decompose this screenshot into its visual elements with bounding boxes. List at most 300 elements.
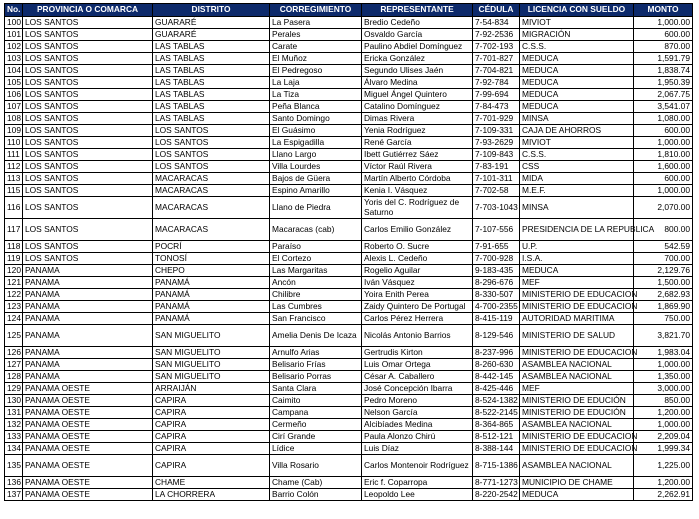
cell-corregimiento: Bajos de Güera [270,173,362,185]
table-row [5,185,693,197]
cell-cedula: 8-512-121 [473,431,520,443]
cell-cedula: 7-91-655 [473,241,520,253]
table-header-row [5,4,693,17]
cell-no: 101 [5,29,23,41]
cell-licencia: MEF [520,383,634,395]
cell-provincia: PANAMA OESTE [23,443,153,455]
cell-monto: 1,810.00 [634,149,693,161]
cell-corregimiento: La Tiza [270,89,362,101]
table-row [5,125,693,137]
table-row [5,359,693,371]
table-row [5,325,693,347]
cell-distrito: SAN MIGUELITO [153,359,270,371]
table-row [5,277,693,289]
cell-representante: Carlos Pérez Herrera [362,313,473,325]
cell-no: 134 [5,443,23,455]
cell-no: 125 [5,325,23,347]
cell-cedula: 8-260-630 [473,359,520,371]
cell-licencia: MINISTERIO DE EDUCACION [520,443,634,455]
header-provincia: PROVINCIA O COMARCA [23,4,153,17]
cell-corregimiento: San Francisco [270,313,362,325]
cell-licencia: MEF [520,277,634,289]
cell-distrito: POCRÍ [153,241,270,253]
header-no: No. [5,4,23,17]
cell-corregimiento: El Cortezo [270,253,362,265]
licencias-table-container [4,3,692,501]
table-row [5,65,693,77]
cell-provincia: PANAMA [23,359,153,371]
cell-monto: 1,200.00 [634,477,693,489]
cell-provincia: LOS SANTOS [23,17,153,29]
cell-distrito: PANAMÁ [153,313,270,325]
cell-corregimiento: La Espigadilla [270,137,362,149]
cell-licencia: ASAMBLEA NACIONAL [520,419,634,431]
cell-corregimiento: Chame (Cab) [270,477,362,489]
table-row [5,455,693,477]
cell-no: 115 [5,185,23,197]
cell-representante: René García [362,137,473,149]
cell-representante: Yenia Rodríguez [362,125,473,137]
cell-monto: 2,209.04 [634,431,693,443]
cell-cedula: 7-101-311 [473,173,520,185]
cell-representante: Osvaldo García [362,29,473,41]
cell-provincia: PANAMA [23,289,153,301]
cell-corregimiento: El Muñoz [270,53,362,65]
cell-licencia: ASAMBLEA NACIONAL [520,371,634,383]
cell-representante: Yoira Enith Perea [362,289,473,301]
cell-monto: 1,983.04 [634,347,693,359]
cell-monto: 600.00 [634,173,693,185]
cell-corregimiento: Perales [270,29,362,41]
cell-cedula: 8-364-865 [473,419,520,431]
cell-licencia: MEDUCA [520,53,634,65]
table-row [5,477,693,489]
cell-monto: 870.00 [634,41,693,53]
cell-monto: 700.00 [634,253,693,265]
table-row [5,101,693,113]
cell-corregimiento: Las Cumbres [270,301,362,313]
cell-provincia: PANAMA OESTE [23,407,153,419]
cell-representante: Kenia I. Vásquez [362,185,473,197]
cell-provincia: LOS SANTOS [23,113,153,125]
cell-no: 104 [5,65,23,77]
cell-distrito: CAPIRA [153,419,270,431]
cell-no: 121 [5,277,23,289]
cell-corregimiento: La Laja [270,77,362,89]
cell-cedula: 8-415-119 [473,313,520,325]
table-row [5,89,693,101]
table-row [5,149,693,161]
cell-distrito: LA CHORRERA [153,489,270,501]
cell-distrito: PANAMÁ [153,289,270,301]
cell-provincia: LOS SANTOS [23,241,153,253]
cell-corregimiento: Las Margaritas [270,265,362,277]
cell-provincia: LOS SANTOS [23,77,153,89]
cell-licencia: MEDUCA [520,65,634,77]
cell-distrito: LOS SANTOS [153,161,270,173]
cell-monto: 600.00 [634,125,693,137]
table-row [5,407,693,419]
cell-representante: Paulino Abdiel Domínguez [362,41,473,53]
table-row [5,173,693,185]
cell-distrito: CAPIRA [153,443,270,455]
cell-licencia: C.S.S. [520,41,634,53]
cell-monto: 1,999.34 [634,443,693,455]
cell-corregimiento: Santo Domingo [270,113,362,125]
cell-cedula: 4-700-2355 [473,301,520,313]
cell-cedula: 7-107-556 [473,219,520,241]
cell-monto: 850.00 [634,395,693,407]
table-row [5,313,693,325]
cell-no: 118 [5,241,23,253]
cell-licencia: MINISTERIO DE EDUCACION [520,431,634,443]
cell-representante: Miguel Ángel Quintero [362,89,473,101]
cell-provincia: PANAMA OESTE [23,431,153,443]
cell-distrito: GUARARÉ [153,17,270,29]
cell-cedula: 9-183-435 [473,265,520,277]
cell-corregimiento: Peña Blanca [270,101,362,113]
cell-no: 131 [5,407,23,419]
cell-monto: 1,000.00 [634,185,693,197]
cell-cedula: 7-701-827 [473,53,520,65]
cell-provincia: LOS SANTOS [23,125,153,137]
cell-provincia: LOS SANTOS [23,197,153,219]
table-body [5,17,693,501]
cell-licencia: ASAMBLEA NACIONAL [520,455,634,477]
cell-distrito: LAS TABLAS [153,89,270,101]
cell-corregimiento: Villa Rosario [270,455,362,477]
table-row [5,253,693,265]
table-row [5,17,693,29]
cell-representante: Nelson García [362,407,473,419]
table-row [5,395,693,407]
cell-no: 130 [5,395,23,407]
cell-no: 128 [5,371,23,383]
cell-monto: 2,682.93 [634,289,693,301]
table-row [5,431,693,443]
table-row [5,419,693,431]
cell-monto: 1,000.00 [634,359,693,371]
cell-monto: 1,869.90 [634,301,693,313]
header-cedula: CÉDULA [473,4,520,17]
cell-monto: 2,067.75 [634,89,693,101]
cell-provincia: LOS SANTOS [23,149,153,161]
cell-corregimiento: Belisario Frías [270,359,362,371]
header-licencia: LICENCIA CON SUELDO [520,4,634,17]
cell-corregimiento: Lídice [270,443,362,455]
cell-provincia: PANAMA OESTE [23,419,153,431]
cell-licencia: C.S.S. [520,149,634,161]
cell-no: 135 [5,455,23,477]
cell-cedula: 7-93-2629 [473,137,520,149]
cell-representante: Gertrudis Kirton [362,347,473,359]
cell-provincia: PANAMA [23,313,153,325]
cell-distrito: LOS SANTOS [153,125,270,137]
cell-distrito: GUARARÉ [153,29,270,41]
cell-corregimiento: Carate [270,41,362,53]
cell-cedula: 8-425-446 [473,383,520,395]
cell-monto: 2,070.00 [634,197,693,219]
cell-licencia: MIDA [520,173,634,185]
cell-no: 129 [5,383,23,395]
cell-distrito: PANAMÁ [153,277,270,289]
cell-licencia: MINSA [520,197,634,219]
cell-cedula: 8-129-546 [473,325,520,347]
cell-provincia: PANAMA OESTE [23,455,153,477]
cell-cedula: 8-715-1386 [473,455,520,477]
cell-representante: Alcibíades Medina [362,419,473,431]
cell-cedula: 7-704-821 [473,65,520,77]
cell-distrito: CAPIRA [153,395,270,407]
cell-licencia: MEDUCA [520,89,634,101]
table-row [5,289,693,301]
cell-licencia: MINISTERIO DE EDUCACION [520,347,634,359]
cell-cedula: 7-99-694 [473,89,520,101]
table-row [5,301,693,313]
cell-no: 124 [5,313,23,325]
table-row [5,371,693,383]
cell-cedula: 7-700-928 [473,253,520,265]
cell-licencia: MINISTERIO DE EDUCIÓN [520,395,634,407]
cell-representante: Álvaro Medina [362,77,473,89]
cell-monto: 3,000.00 [634,383,693,395]
cell-licencia: MINSA [520,113,634,125]
table-row [5,347,693,359]
cell-distrito: ARRAIJÁN [153,383,270,395]
cell-distrito: LAS TABLAS [153,113,270,125]
cell-monto: 1,000.00 [634,17,693,29]
header-monto: MONTO [634,4,693,17]
cell-provincia: PANAMA OESTE [23,489,153,501]
cell-no: 137 [5,489,23,501]
cell-provincia: LOS SANTOS [23,185,153,197]
cell-no: 126 [5,347,23,359]
cell-monto: 3,541.07 [634,101,693,113]
cell-monto: 1,600.00 [634,161,693,173]
cell-distrito: LAS TABLAS [153,41,270,53]
cell-distrito: MACARACAS [153,173,270,185]
cell-cedula: 7-109-843 [473,149,520,161]
cell-no: 132 [5,419,23,431]
cell-provincia: PANAMA [23,277,153,289]
cell-distrito: LAS TABLAS [153,53,270,65]
cell-no: 106 [5,89,23,101]
cell-distrito: SAN MIGUELITO [153,325,270,347]
cell-no: 133 [5,431,23,443]
cell-representante: Rogelio Aguilar [362,265,473,277]
cell-cedula: 7-84-473 [473,101,520,113]
cell-distrito: LAS TABLAS [153,77,270,89]
table-row [5,383,693,395]
table-row [5,219,693,241]
cell-representante: Zaidy Quintero De Portugal [362,301,473,313]
cell-distrito: MACARACAS [153,185,270,197]
cell-licencia: AUTORIDAD MARITIMA [520,313,634,325]
cell-cedula: 8-524-1382 [473,395,520,407]
cell-representante: Leopoldo Lee [362,489,473,501]
cell-corregimiento: Barrio Colón [270,489,362,501]
table-row [5,489,693,501]
cell-representante: Iván Vásquez [362,277,473,289]
cell-corregimiento: Chilibre [270,289,362,301]
cell-distrito: MACARACAS [153,219,270,241]
cell-cedula: 8-220-2542 [473,489,520,501]
cell-representante: Víctor Raúl Rivera [362,161,473,173]
cell-representante: Luis Díaz [362,443,473,455]
cell-representante: Ibett Gutiérrez Sáez [362,149,473,161]
cell-licencia: CAJA DE AHORROS [520,125,634,137]
cell-provincia: LOS SANTOS [23,173,153,185]
cell-representante: Roberto O. Sucre [362,241,473,253]
cell-corregimiento: Ancón [270,277,362,289]
cell-distrito: SAN MIGUELITO [153,347,270,359]
cell-cedula: 7-54-834 [473,17,520,29]
cell-distrito: CHEPO [153,265,270,277]
cell-cedula: 8-522-2145 [473,407,520,419]
table-row [5,29,693,41]
cell-monto: 542.59 [634,241,693,253]
cell-licencia: MEDUCA [520,489,634,501]
cell-representante: Catalino Domínguez [362,101,473,113]
cell-monto: 1,500.00 [634,277,693,289]
cell-monto: 1,591.79 [634,53,693,65]
cell-licencia: MINISTERIO DE EDUCIÓN [520,407,634,419]
cell-corregimiento: El Guásimo [270,125,362,137]
cell-monto: 1,080.00 [634,113,693,125]
cell-corregimiento: Caimito [270,395,362,407]
table-row [5,77,693,89]
cell-provincia: LOS SANTOS [23,41,153,53]
cell-no: 113 [5,173,23,185]
cell-licencia: PRESIDENCIA DE LA REPUBLICA [520,219,634,241]
cell-licencia: MIGRACIÓN [520,29,634,41]
cell-provincia: LOS SANTOS [23,101,153,113]
cell-monto: 1,200.00 [634,407,693,419]
cell-distrito: CAPIRA [153,455,270,477]
table-row [5,197,693,219]
cell-cedula: 8-296-676 [473,277,520,289]
cell-distrito: PANAMÁ [153,301,270,313]
cell-cedula: 7-92-784 [473,77,520,89]
cell-corregimiento: Campana [270,407,362,419]
table-row [5,53,693,65]
cell-licencia: MINISTERIO DE EDUCACION [520,289,634,301]
cell-corregimiento: El Pedregoso [270,65,362,77]
cell-representante: Bredio Cedeño [362,17,473,29]
cell-representante: Nicolás Antonio Barrios [362,325,473,347]
cell-cedula: 7-702-58 [473,185,520,197]
cell-cedula: 8-388-144 [473,443,520,455]
cell-no: 123 [5,301,23,313]
cell-cedula: 8-330-507 [473,289,520,301]
cell-cedula: 7-703-1043 [473,197,520,219]
cell-cedula: 7-83-191 [473,161,520,173]
cell-provincia: PANAMA [23,301,153,313]
cell-distrito: LOS SANTOS [153,149,270,161]
cell-no: 136 [5,477,23,489]
cell-licencia: MINISTERIO DE SALUD [520,325,634,347]
table-row [5,161,693,173]
cell-provincia: LOS SANTOS [23,161,153,173]
cell-distrito: LAS TABLAS [153,101,270,113]
cell-monto: 1,000.00 [634,419,693,431]
cell-distrito: MACARACAS [153,197,270,219]
cell-representante: José Concepción Ibarra [362,383,473,395]
cell-no: 127 [5,359,23,371]
cell-corregimiento: Amelia Denis De Icaza [270,325,362,347]
cell-corregimiento: Santa Clara [270,383,362,395]
cell-provincia: PANAMA OESTE [23,477,153,489]
cell-monto: 1,225.00 [634,455,693,477]
cell-licencia: U.P. [520,241,634,253]
cell-corregimiento: Espino Amarillo [270,185,362,197]
header-distrito: DISTRITO [153,4,270,17]
cell-provincia: LOS SANTOS [23,89,153,101]
cell-licencia: MUNICIPIO DE CHAME [520,477,634,489]
cell-provincia: PANAMA OESTE [23,383,153,395]
cell-representante: César A. Caballero [362,371,473,383]
cell-no: 109 [5,125,23,137]
cell-representante: Segundo Ulises Jaén [362,65,473,77]
cell-monto: 1,350.00 [634,371,693,383]
cell-provincia: PANAMA [23,347,153,359]
cell-monto: 1,000.00 [634,137,693,149]
cell-corregimiento: Paraíso [270,241,362,253]
cell-cedula: 7-109-331 [473,125,520,137]
cell-licencia: I.S.A. [520,253,634,265]
cell-representante: Yoris del C. Rodríguez de Saturno [362,197,473,219]
cell-licencia: M.E.F. [520,185,634,197]
cell-licencia: CSS [520,161,634,173]
cell-no: 119 [5,253,23,265]
cell-distrito: CAPIRA [153,431,270,443]
cell-provincia: LOS SANTOS [23,137,153,149]
table-row [5,113,693,125]
cell-no: 120 [5,265,23,277]
cell-representante: Luis Omar Ortega [362,359,473,371]
cell-no: 108 [5,113,23,125]
cell-no: 102 [5,41,23,53]
cell-corregimiento: Villa Lourdes [270,161,362,173]
cell-monto: 3,821.70 [634,325,693,347]
cell-provincia: LOS SANTOS [23,53,153,65]
table-row [5,265,693,277]
cell-no: 107 [5,101,23,113]
cell-corregimiento: La Pasera [270,17,362,29]
cell-distrito: CAPIRA [153,407,270,419]
cell-corregimiento: Llano Largo [270,149,362,161]
cell-distrito: SAN MIGUELITO [153,371,270,383]
cell-licencia: MEDUCA [520,265,634,277]
cell-cedula: 8-237-996 [473,347,520,359]
cell-corregimiento: Cirí Grande [270,431,362,443]
cell-corregimiento: Llano de Piedra [270,197,362,219]
cell-no: 111 [5,149,23,161]
cell-corregimiento: Cermeño [270,419,362,431]
cell-distrito: TONOSÍ [153,253,270,265]
cell-monto: 1,838.74 [634,65,693,77]
header-representante: REPRESENTANTE [362,4,473,17]
cell-cedula: 7-702-193 [473,41,520,53]
cell-no: 116 [5,197,23,219]
cell-monto: 2,262.91 [634,489,693,501]
cell-licencia: MIVIOT [520,137,634,149]
table-row [5,41,693,53]
cell-licencia: MEDUCA [520,77,634,89]
cell-provincia: PANAMA [23,371,153,383]
cell-provincia: LOS SANTOS [23,219,153,241]
cell-corregimiento: Belisario Porras [270,371,362,383]
